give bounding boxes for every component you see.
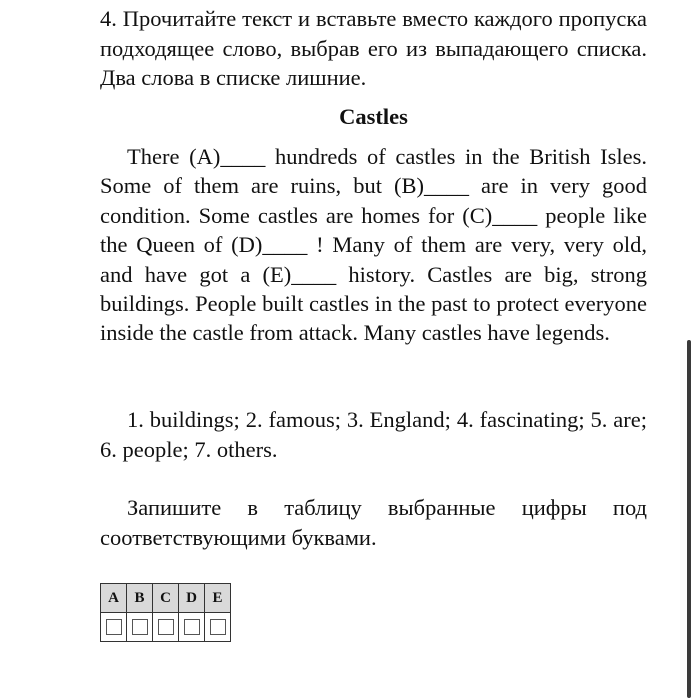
task-instructions xyxy=(100,4,647,93)
answer-box-c[interactable] xyxy=(158,619,174,635)
answer-cell-a[interactable] xyxy=(101,613,127,642)
answer-header-d: D xyxy=(179,584,205,613)
answer-header-a: A xyxy=(101,584,127,613)
word-options-list: 1. buildings; 2. famous; 3. England; 4. fascinating; 5. are; 6. people; 7. others. xyxy=(100,407,647,462)
passage-text xyxy=(100,142,647,348)
answer-cell-b[interactable] xyxy=(127,613,153,642)
answer-box-b[interactable] xyxy=(132,619,148,635)
answer-table-input-row xyxy=(101,613,231,642)
vertical-scrollbar[interactable] xyxy=(687,340,691,698)
answer-table xyxy=(100,583,231,642)
answer-header-b: B xyxy=(127,584,153,613)
answer-box-a[interactable] xyxy=(106,619,122,635)
task-text: 4. Прочитайте текст и вставьте вместо каждого пропуска подходящее слово, выбрав его из выпадающего списка. Два слова в списке лишние. xyxy=(100,6,647,90)
answer-header-e: E xyxy=(205,584,231,613)
answer-header-c: C xyxy=(153,584,179,613)
answer-instruction: Запишите в таблицу выбранные цифры под соответствующими буквами. xyxy=(100,495,647,550)
passage-paragraph: There (A)____ hundreds of castles in the British Isles. Some of them are ruins, but (B)____ are in very good condition. Some castles are homes for (C)____ people like the Queen of (D)____ ! Many of them are very, very old, and have got a (E)____ history. Castles are big, strong buildings. People built castles in the past to protect everyone inside the castle from attack. Many castles have legends. xyxy=(100,144,647,346)
answer-cell-d[interactable] xyxy=(179,613,205,642)
passage-title: Castles xyxy=(339,104,408,129)
answer-cell-c[interactable] xyxy=(153,613,179,642)
answer-cell-e[interactable] xyxy=(205,613,231,642)
answer-table-header-row xyxy=(101,584,231,613)
answer-box-e[interactable] xyxy=(210,619,226,635)
answer-box-d[interactable] xyxy=(184,619,200,635)
